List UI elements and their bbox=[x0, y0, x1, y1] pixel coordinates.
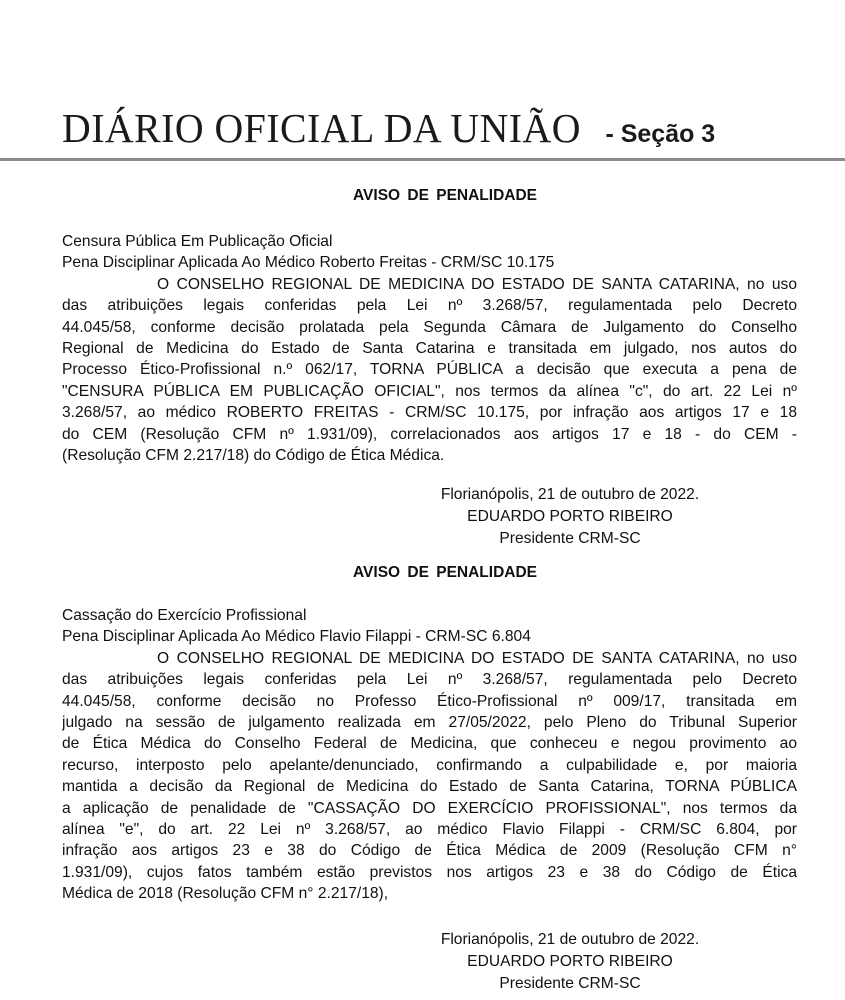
notice-1-signature bbox=[400, 484, 740, 550]
notice-2-subtitle: Cassação do Exercício Profissional bbox=[62, 607, 307, 624]
body-line: mantida a decisão da Regional de Medicina do Estado de Santa Catarina, TORNA PÚBLICA bbox=[62, 778, 797, 796]
body-line: 44.045/58, conforme decisão prolatada pela Segunda Câmara de Julgamento do Conselho bbox=[62, 318, 797, 336]
body-line: Processo Ético-Profissional n.º 062/17, TORNA PÚBLICA a decisão que executa a pena de bbox=[62, 361, 797, 379]
masthead-divider bbox=[0, 158, 845, 161]
publication-section: - Seção 3 bbox=[605, 120, 716, 148]
body-line: "CENSURA PÚBLICA EM PUBLICAÇÃO OFICIAL", nos termos da alínea "c", do art. 22 Lei nº bbox=[62, 382, 797, 400]
masthead bbox=[62, 104, 715, 152]
body-line: das atribuições legais conferidas pela Lei nº 3.268/57, regulamentada pelo Decreto bbox=[62, 297, 797, 315]
body-line: 3.268/57, ao médico ROBERTO FREITAS - CRM/SC 10.175, por infração aos artigos 17 e 18 bbox=[62, 404, 797, 422]
notice-1-penalty-line: Pena Disciplinar Aplicada Ao Médico Roberto Freitas - CRM/SC 10.175 bbox=[62, 254, 555, 272]
body-line: das atribuições legais conferidas pela Lei nº 3.268/57, regulamentada pelo Decreto bbox=[62, 671, 797, 689]
notice-1-subtitle: Censura Pública Em Publicação Oficial bbox=[62, 233, 333, 250]
body-line: O CONSELHO REGIONAL DE MEDICINA DO ESTADO DE SANTA CATARINA, no uso bbox=[157, 275, 797, 293]
notice-2-signature bbox=[400, 929, 740, 995]
body-line: a aplicação de penalidade de "CASSAÇÃO DO EXERCÍCIO PROFISSIONAL", nos termos da bbox=[62, 799, 797, 817]
signature-place-date: Florianópolis, 21 de outubro de 2022. bbox=[440, 486, 700, 503]
signature-role: Presidente CRM-SC bbox=[499, 975, 641, 992]
body-line: alínea "e", do art. 22 Lei nº 3.268/57, ao médico Flavio Filappi - CRM/SC 6.804, por bbox=[62, 820, 797, 838]
body-line: julgado na sessão de julgamento realizada em 27/05/2022, pelo Pleno do Tribunal Superior bbox=[62, 713, 797, 731]
notice-1-heading: AVISO DE PENALIDADE bbox=[353, 187, 537, 204]
body-line: infração aos artigos 23 e 38 do Código de Ética Médica de 2009 (Resolução CFM n° bbox=[62, 842, 797, 860]
body-line: do CEM (Resolução CFM nº 1.931/09), correlacionados aos artigos 17 e 18 - do CEM - bbox=[62, 425, 797, 443]
notice-2-body bbox=[62, 605, 797, 905]
signature-role: Presidente CRM-SC bbox=[499, 530, 641, 547]
body-line: Médica de 2018 (Resolução CFM n° 2.217/18), bbox=[62, 885, 389, 903]
publication-title: DIÁRIO OFICIAL DA UNIÃO bbox=[62, 105, 581, 151]
body-line: O CONSELHO REGIONAL DE MEDICINA DO ESTADO DE SANTA CATARINA, no uso bbox=[157, 649, 797, 667]
notice-1-body bbox=[62, 231, 797, 466]
body-line: recurso, interposto pelo apelante/denunciado, confirmando a culpabilidade e, por maioria bbox=[62, 756, 797, 774]
notice-2-heading: AVISO DE PENALIDADE bbox=[353, 564, 537, 581]
signature-name: EDUARDO PORTO RIBEIRO bbox=[467, 953, 673, 970]
body-line: 1.931/09), cujos fatos também estão previstos nos artigos 23 e 38 do Código de Ética bbox=[62, 863, 797, 881]
body-line: (Resolução CFM 2.217/18) do Código de Ética Médica. bbox=[62, 446, 445, 464]
signature-name: EDUARDO PORTO RIBEIRO bbox=[467, 508, 673, 525]
body-line: de Ética Médica do Conselho Federal de Medicina, que conheceu e negou provimento ao bbox=[62, 735, 797, 753]
body-line: Regional de Medicina do Estado de Santa Catarina e transitada em julgado, nos autos do bbox=[62, 339, 797, 357]
body-line: 44.045/58, conforme decisão no Professo Ético-Profissional nº 009/17, transitada em bbox=[62, 692, 797, 710]
notice-2-penalty-line: Pena Disciplinar Aplicada Ao Médico Flavio Filappi - CRM-SC 6.804 bbox=[62, 628, 531, 646]
signature-place-date: Florianópolis, 21 de outubro de 2022. bbox=[440, 931, 700, 948]
